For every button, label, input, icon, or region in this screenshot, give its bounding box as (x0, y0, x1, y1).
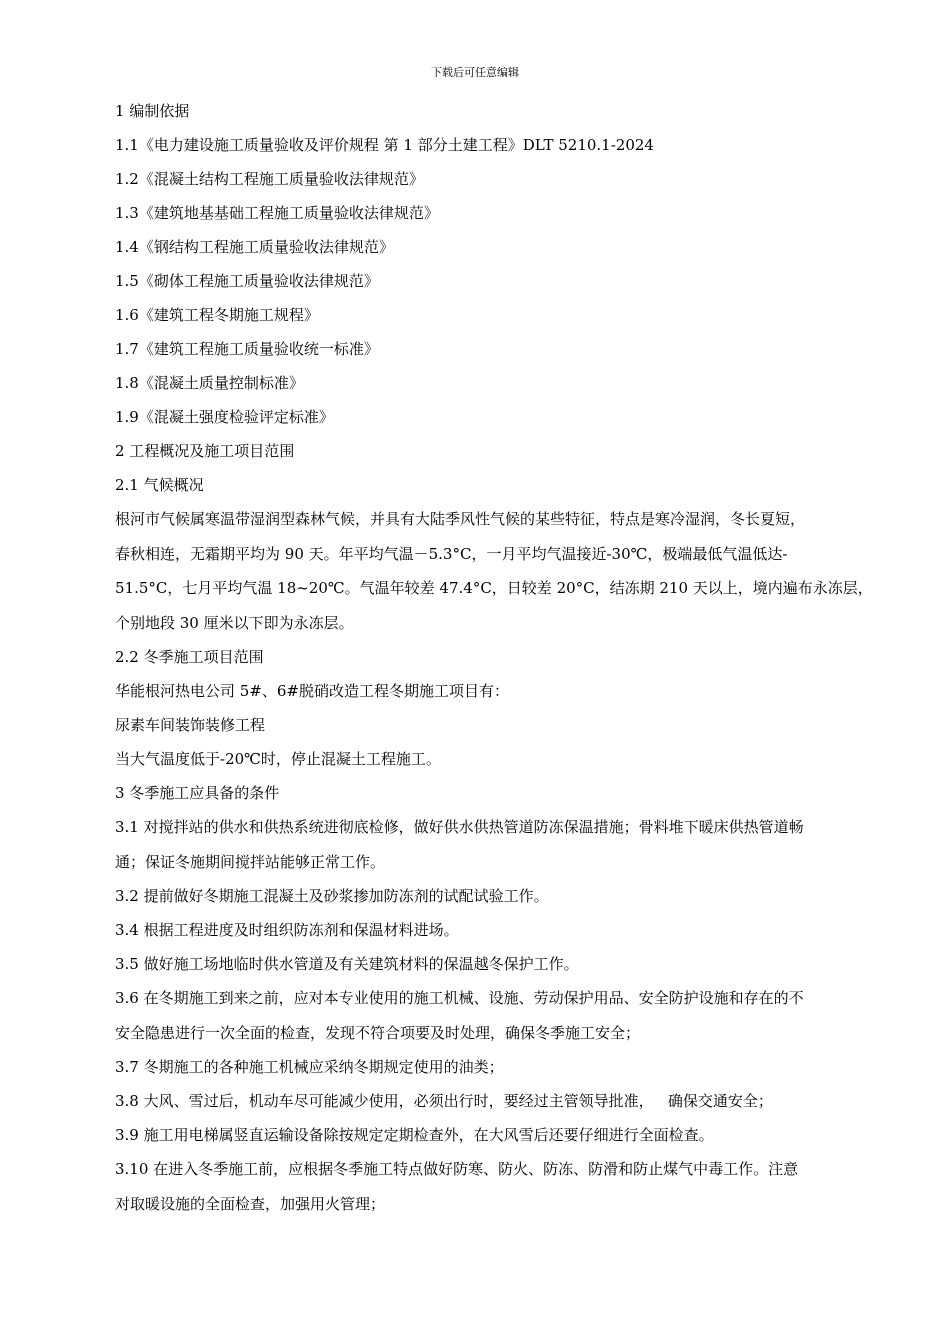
paragraph-line: 对取暖设施的全面检查，加强用火管理； (115, 1194, 386, 1213)
condition-item: 3.4 根据工程进度及时组织防冻剂和保温材料进场。 (115, 921, 459, 939)
paragraph-line: 通；保证冬施期间搅拌站能够正常工作。 (115, 852, 386, 871)
subsection-heading-2-1: 2.1 气候概况 (115, 476, 204, 494)
paragraph-line: 3.6 在冬期施工到来之前，应对本专业使用的施工机械、设施、劳动保护用品、安全防护设施和存在的不 (115, 989, 804, 1007)
section-heading-1: 1 编制依据 (115, 102, 190, 120)
condition-item: 3.2 提前做好冬期施工混凝土及砂浆掺加防冻剂的试配试验工作。 (115, 887, 549, 905)
reference-item: 1.4《钢结构工程施工质量验收法律规范》 (115, 238, 394, 256)
paragraph-line: 个别地段 30 厘米以下即为永冻层。 (115, 613, 354, 632)
subsection-heading-2-2: 2.2 冬季施工项目范围 (115, 648, 264, 666)
reference-item: 1.5《砌体工程施工质量验收法律规范》 (115, 272, 379, 290)
condition-item: 3.5 做好施工场地临时供水管道及有关建筑材料的保温越冬保护工作。 (115, 955, 579, 973)
temperature-rule: 当大气温度低于-20℃时，停止混凝土工程施工。 (115, 750, 441, 768)
condition-item: 3.8 大风、雪过后，机动车尽可能减少使用，必须出行时，要经过主管领导批准， 确保交通安全； (115, 1092, 773, 1110)
reference-item: 1.1《电力建设施工质量验收及评价规程 第 1 部分土建工程》DLT 5210.1-2024 (115, 136, 654, 154)
climate-paragraph (115, 502, 895, 640)
reference-item: 1.6《建筑工程冬期施工规程》 (115, 306, 319, 324)
reference-item: 1.8《混凝土质量控制标准》 (115, 374, 304, 392)
reference-item: 1.3《建筑地基基础工程施工质量验收法律规范》 (115, 204, 439, 222)
paragraph-line: 51.5°C，七月平均气温 18~20℃。气温年较差 47.4°C，日较差 20°C，结冻期 210 天以上，境内遍布永冻层， (115, 579, 873, 597)
reference-item: 1.9《混凝土强度检验评定标准》 (115, 408, 334, 426)
paragraph-line: 安全隐患进行一次全面的检查，发现不符合项要及时处理，确保冬季施工安全； (115, 1023, 641, 1042)
paragraph-line: 3.1 对搅拌站的供水和供热系统进彻底检修，做好供水供热管道防冻保温措施；骨料堆下暖床供热管道畅 (115, 818, 804, 836)
paragraph-line: 根河市气候属寒温带湿润型森林气候，并具有大陆季风性气候的某些特征，特点是寒冷湿润，冬长夏短， (115, 510, 806, 528)
item-3-1-paragraph (115, 810, 895, 879)
project-scope-item: 尿素车间装饰装修工程 (115, 716, 266, 734)
paragraph-line: 春秋相连，无霜期平均为 90 天。年平均气温－5.3°C，一月平均气温接近-30℃，极端最低气温低达- (115, 544, 788, 563)
condition-item: 3.7 冬期施工的各种施工机械应采纳冬期规定使用的油类； (115, 1058, 504, 1076)
paragraph-line: 3.10 在进入冬季施工前，应根据冬季施工特点做好防寒、防火、防冻、防滑和防止煤气中毒工作。注意 (115, 1160, 799, 1178)
item-3-10-paragraph (115, 1152, 895, 1221)
document-body (115, 100, 895, 1227)
reference-item: 1.2《混凝土结构工程施工质量验收法律规范》 (115, 170, 424, 188)
condition-item: 3.9 施工用电梯属竖直运输设备除按规定定期检查外，在大风雪后还要仔细进行全面检查。 (115, 1126, 714, 1144)
section-heading-2: 2 工程概况及施工项目范围 (115, 442, 295, 460)
page-header-note: 下载后可任意编辑 (431, 66, 519, 79)
reference-item: 1.7《建筑工程施工质量验收统一标准》 (115, 340, 379, 358)
project-scope-line: 华能根河热电公司 5#、6#脱硝改造工程冬期施工项目有： (115, 682, 509, 700)
item-3-6-paragraph (115, 981, 895, 1050)
section-heading-3: 3 冬季施工应具备的条件 (115, 784, 280, 802)
